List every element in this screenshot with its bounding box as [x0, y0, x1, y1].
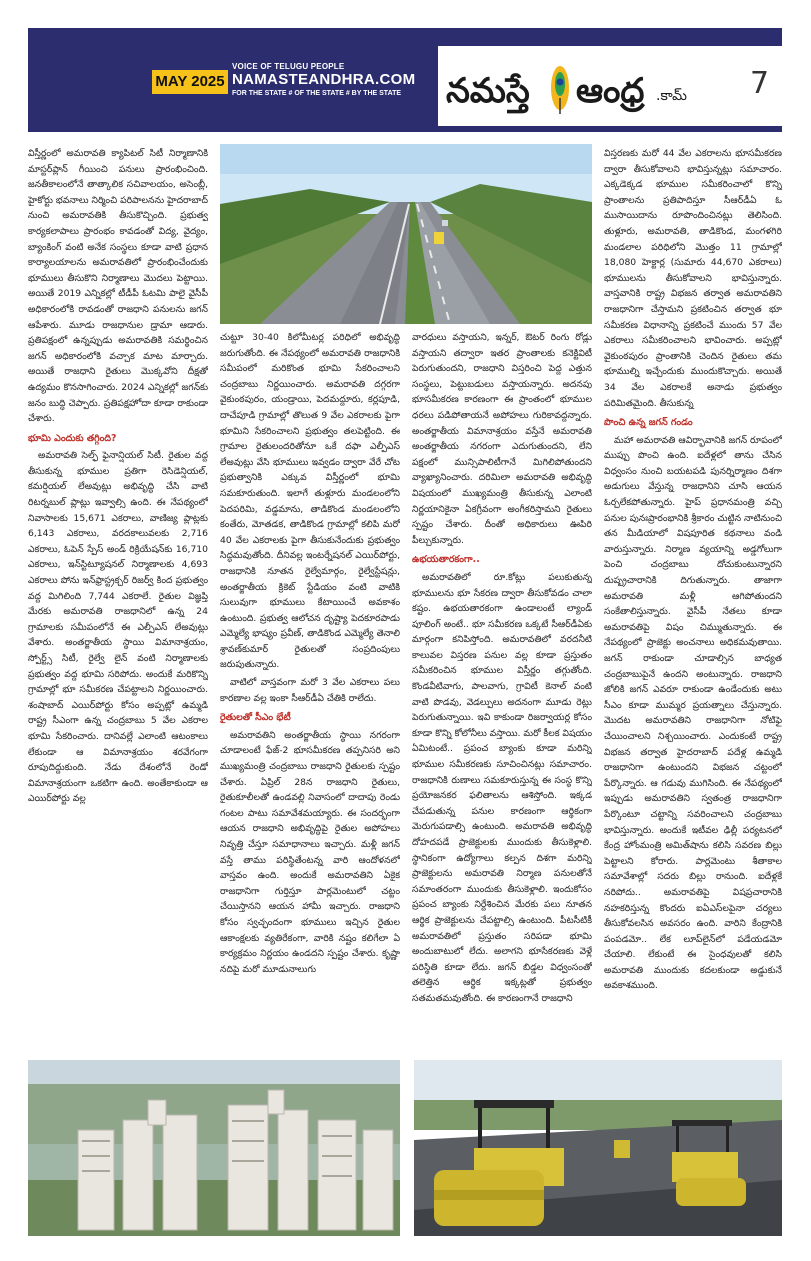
- paragraph: అమరావతిలో రూ.కోట్లు పలుకుతున్న భూములను భూ సేకరణ ద్వారా తీసుకోవడం చాలా కష్టం. ఉభయతారకంగా ఉండాలంటే ల్యాండ్ పూలింగ్ అంటే.. భూ సమీకరణ ఒక్కటే సీఆర్‌డీఏకు మార్గంగా కనిపిస్తోంది. అమరావతిలో వరదనీటి కాలువల విస్తరణ పనుల వల్ల కూడా ప్రస్తుతం సమీకరించిన భూముల విస్తీర్ణం తగ్గుతోంది. కొండవీటివాగు, పాలవాగు, గ్రావిటీ కెనాల్ వంటి వాటి పొడవు, వెడల్పులు అదనంగా మూడు రెట్లు పెరుగుతున్నాయి. ఇవి కాకుండా రిజర్వాయర్ల కోసం కూడా కొన్ని కోలోనీలు వస్తాయి. మరో కీలక విషయం ఏమిటంటే.. ప్రపంచ బ్యాంకు కూడా మరిన్ని భూముల సమీకరణకు సూచించినట్లు సమాచారం. రాజధానికి రుణాలు సమకూరుస్తున్న ఈ సంస్థ కొన్ని ప్రయోజనకర ఫలితాలను ఆశిస్తోంది. ఇక్కడ చేపడుతున్న పనుల కారణంగా ఆర్థికంగా మెరుగుపడాల్సి ఉంటుంది. అమరావతి అభివృద్ధి దోహదపడే ప్రాజెక్టులకు ముందుకు తీసుకెళ్లాలి. స్థానికంగా ఉద్యోగాలు కల్పన దిశగా మరిన్ని ప్రాజెక్టులను అమరావతి నిర్మాణ పనులతోనే సమాంతరంగా ముందుకు తీసుకెళ్లాలి. ఇందుకోసం ప్రపంచ బ్యాంకు నిర్దేశించిన మేరకు పలు నూతన ఆర్థిక ప్రాజెక్టులను చేపట్టాల్సి ఉంటుంది. పీటసీటికీ అమరావతిలో ప్రస్తుతం సరిపడా భూమి అందుబాటులో లేదు. అలాగని భూసేకరణకు వెళ్లే పరిస్థితి కూడా లేదు. జగన్ బిడ్డల విధ్వంసంతో తలెత్తిన ఆర్థిక ఇక్కట్లతో ప్రభుత్వం సతమతమవుతోంది. ఈ కారణంగానే రాజధాని: [412, 571, 592, 1004]
- logo-text-part1: నమస్తే: [446, 71, 530, 111]
- section-subhead: పొంచి ఉన్న జగన్ గండం: [604, 417, 693, 429]
- article-column-1: [28, 146, 208, 1052]
- paragraph: అమరావతిని అంతర్జాతీయ స్థాయి నగరంగా చూడాలంటే ఫేజ్-2 భూసమీకరణ తప్పనిసరి అని ముఖ్యమంత్రి చంద్రబాబు రాజధాని రైతులకు స్పష్టం చేశారు. ఏప్రిల్ 28న రాజధాని రైతులు, రైతుకూలీలతో ఉండవల్లి నివాసంలో దాదాపు రెండు గంటల పాటు సమావేశమయ్యారు. ఈ సందర్భంగా ఆయన రాజధాని అభివృద్ధిపై రైతుల అపోహలు నివృత్తి చేస్తూ సమాధానాలు ఇచ్చారు. మళ్లీ జగన్ వస్తే తాము పరిస్థితేంటన్న వారి ఆందోళనలో వాస్తవం ఉంది. అందుకే అమరావతిని ఏకైక రాజధానిగా గుర్తిస్తూ పార్లమెంటులో చట్టం చేయిస్తానని ఆయన హామీ ఇచ్చారు. రాజధాని కోసం స్వచ్ఛందంగా భూములు ఇచ్చిన రైతుల ఆకాంక్షలకు వ్యతిరేకంగా, వారికి నష్టం కలిగేలా ఏ కార్యక్రమం నిర్ణయం ఉండదని స్పష్టం చేశారు. కృష్ణా నదిపై మరో మూడునాలుగు: [220, 729, 400, 975]
- site-name: NAMASTEANDHRA.COM: [232, 71, 416, 88]
- tagline: VOICE OF TELUGU PEOPLE: [232, 62, 345, 71]
- section-subhead: భూమి ఎందుకు తగ్గింది?: [28, 432, 117, 444]
- article-column-4: [604, 146, 782, 1052]
- buildings-photo: [28, 1060, 400, 1236]
- article-column-2: [220, 330, 400, 1052]
- page-number: 7: [750, 66, 770, 101]
- paragraph: విస్తరణకు మరో 44 వేల ఎకరాలను భూసమీకరణ ద్వారా తీసుకోవాలని భావిస్తున్నట్లు సమాచారం. ఎక్కడెక్కడ భూముల సమీకరించాలో కొన్ని ప్రాంతాలను ప్రతిపాదిస్తూ సీఆర్‌డీఏ ఓ ముసాయిదాను రూపొందించినట్లు తెలిసింది. తుళ్లూరు, అమరావతి, తాడికొండ, మంగళగిరి మండలాల పరిధిలోని మొత్తం 11 గ్రామాల్లో 18,080 హెక్టార్ల (సుమారు 44,670 ఎకరాలు) భూములను తీసుకోవాలని భావిస్తున్నారు. వాస్తవానికి రాష్ట్ర విభజన తర్వాత అమరావతిని రాజధానిగా చేస్తామని ప్రకటించిన తర్వాత భూ సమీకరణ విధానాన్ని ప్రకటించే ముందు 57 వేల ఎకరాలు సమీకరించాలని భావించారు. అప్పట్లో వైకుంఠపురం ప్రాంతానికి చెందిన రైతులు తమ భూముల్ని ఇచ్చేందుకు ముందుకొచ్చారు. అయితే 34 వేల ఎకరాలకే అనాడు ప్రభుత్వం పరిమితమైంది. తీసుకున్న: [604, 148, 782, 409]
- paragraph: అమరావతి సెల్ఫ్ ఫైనాన్షియల్ సిటీ. రైతుల వద్ద తీసుకున్న భూముల ప్రతిగా రెసిడెన్షియల్, కమర్షియల్ లేఅవుట్లు అభివృద్ధి చేసి వాటి రిటర్నబుల్ ప్లాట్లు ఇవ్వాల్సి ఉంది. ఈ నేపథ్యంలో నివాసాలకు 15,671 ఎకరాలు, వాణిజ్య ప్లాట్లకు 6,143 ఎకరాలు, వరదకాలువలకు 2,716 ఎకరాలు, ఓపెన్ స్పేస్ అండ్ రిక్రియేషన్‌కు 16,710 ఎకరాలు, ఇన్‌స్టిట్యూషనల్ నిర్మాణాలకు 4,693 ఎకరాలు పోను ఇన్‌ఫ్రాస్ట్రక్చర్ రిజర్వ్ కింద ప్రభుత్వం వద్ద మిగిలింది 7,744 ఎకరాలే. రైతుల విజ్ఞప్తి మేరకు అమరావతి రాజధానిలో ఉన్న 24 గ్రామాలకు సమీపంలోనే ఈ ఎల్పీఎస్ లేఅవుట్లు వేశారు. అంతర్జాతీయ స్థాయి విమానాశ్రయం, స్పోర్ట్స్ సిటీ, రైల్వే లైన్ వంటి నిర్మాణాలకు ప్రభుత్వం వద్ద భూమి సరిపోదు. అందుకే మరికొన్ని గ్రామాల్లో భూ సమీకరణ చేపట్టాలని నిర్ణయించారు. శంషాబాద్ ఎయిర్‌పోర్టు కోసం అప్పట్లో ఉమ్మడి రాష్ట్ర సీఎంగా ఉన్న చంద్రబాబు 5 వేల ఎకరాల భూమి సేకరించారు. దానివల్లే ఎలాంటి ఆటంకాలు లేకుండా ఆ విమానాశ్రయం శరవేగంగా రూపుదిద్దుకుంది. నేడు దేశంలోనే రెండో విమానాశ్రయంగా ఒకటిగా ఉంది. అంతేకాకుండా ఆ ఎయిర్‌పోర్టు వల్ల: [28, 450, 208, 805]
- section-subhead: రైతులతో సీఎం భేటీ: [220, 712, 291, 724]
- brand-logo: [444, 58, 704, 118]
- paragraph: వారధులు వస్తాయని, ఇన్నర్, ఔటర్ రింగు రోడ్లు వస్తాయని తద్వారా ఇతర ప్రాంతాలకు కనెక్టివిటీ పెరుగుతుందని, రాజధాని విస్తరించి పెద్ద ఎత్తున సంస్థలు, పెట్టుబడులు వస్తాయన్నారు. అదనపు భూసమీకరణ కారణంగా ఈ ప్రాంతంలో భూముల ధరలు పడిపోతాయనే అపోహలు గురికావద్దన్నారు. అంతర్జాతీయ విమానాశ్రయం వస్తేనే అమరావతి అంతర్జాతీయ నగరంగా ఎదుగుతుందని, లేని పక్షంలో మున్సిపాలిటీగానే మిగిలిపోతుందని వ్యాఖ్యానించారు. దరిమిలా అమరావతి అభివృద్ధి విషయంలో ముఖ్యమంత్రి తీసుకున్న ఎలాంటి నిర్ణయానికైనా ఏకగ్రీవంగా అంగీకరిస్తామని రైతులు స్పష్టం చేశారు. దీంతో అధికారులు ఊపిరి పీల్చుకున్నారు.: [412, 332, 592, 546]
- paragraph: చుట్టూ 30-40 కిలోమీటర్ల పరిధిలో అభివృద్ధి జరుగుతోంది. ఈ నేపథ్యంలో అమరావతి రాజధానికి సమీపంలో మరికొంత భూమి సేకరించాలని చంద్రబాబు నిర్ణయించారు. అమరావతి దగ్గరగా వైకుంఠపురం, యండ్రాయి, పెదమద్దూరు, కర్లపూడి, దాచేపూడి గ్రామాల్లో తొలుత 9 వేల ఎకరాలకు పైగా భూమిని సేకరించాలని ప్రభుత్వం తలపెట్టింది. ఈ గ్రామాల రైతులందరితోనూ ఒకే దఫా ఎల్పీఎస్ లేఅవుట్లు వేసి భూములు ఇవ్వడం ద్వారా వేరే చోట ప్రభుత్వానికి ఎక్కువ విస్తీర్ణంలో భూమి సమకూరుతుంది. ఇలాగే తుళ్లూరు మండలంలోని పెదపరిమి, వడ్డమాను, తాడికొండ మండలంలోని కంతేరు, మోతడక, తాడికొండ గ్రామాల్లో కలిపి మరో 40 వేల ఎకరాలకు పైగా తీసుకునేందుకు ప్రభుత్వం సిద్ధమవుతోంది. దీనివల్ల ఇంటర్నేషనల్ ఎయిర్‌పోర్టు, రాజధానికి నూతన రైల్వేమార్గం, రైల్వేస్టేషన్లు, అంతర్జాతీయ క్రికెట్ స్టేడియం వంటి వాటికి సులువుగా భూములు కేటాయించే అవకాశం ఉంటుంది. ప్రభుత్వ ఆలోచన దృష్ట్యా పెదకూరపాడు ఎమ్మెల్యే భాష్యం ప్రవీణ్, తాడికొండ ఎమ్మెల్యే తెనాలి శ్రావణ్‌కుమార్ రైతులతో సంప్రదింపులు జరుపుతున్నారు.: [220, 332, 400, 671]
- paragraph: మహా అమరావతి ఆవిర్భావానికి జగన్ రూపంలో ముప్పు పొంచి ఉంది. ఐదేళ్లలో తాను చేసిన విధ్వంసం నుంచి బయటపడి పునర్నిర్మాణం దిశగా అడుగులు వేస్తున్న రాజధానిని చూసి ఆయన ఓర్చలేకపోతున్నారు. హైప్ ప్రధానమంత్రి వచ్చి పనుల పునఃప్రారంభానికి శ్రీకారం చుట్టిన నాటినుంచి తన మీడియాలో విషపూరిత కథనాలు వండి వారుస్తున్నారు. నిర్మాణ వ్యయాన్ని అడ్డగోలుగా పెంచి చంద్రబాబు దోచుకుంటున్నారని దుష్ప్రచారానికి దిగుతున్నారు. తాజాగా అమరావతి మళ్లీ ఆగిపోతుందని సంకేతాలిస్తున్నారు. వైసీపీ నేతలు కూడా అమరావతిపై విషం చిమ్ముతున్నారు. ఈ నేపథ్యంలో ప్రాజెక్టు అంచనాలు అధికమవుతాయి. జగన్ రాకుండా చూడాల్సిన బాధ్యత చంద్రబాబుపైనే ఉందని అంటున్నారు. రాజధాని జోలికి జగన్ ఎవరూ రాకుండా ఉండేందుకు అటు సీఎం కూడా ముమ్మర ప్రయత్నాలు చేస్తున్నారు. మొదట అమరావతిని రాజధానిగా నోటిఫై చేయించాలని నిశ్చయించారు. ఎందుకంటే రాష్ట్ర విభజన తర్వాత హైదరాబాద్ పదేళ్ల ఉమ్మడి రాజధానిగా ఉంటుందని విభజన చట్టంలో పేర్కొన్నారు. ఆ గడువు ముగిసింది. ఈ నేపథ్యంలో ఇప్పుడు అమరావతిని స్వతంత్ర రాజధానిగా పేర్కొంటూ చట్టాన్ని సవరించాలని చంద్రబాబు భావిస్తున్నారు. అందుకే ఇటీవల ఢిల్లీ పర్యటనలో కేంద్ర హోంమంత్రి అమిత్‌షాను కలిసి సవరణ బిల్లు పెట్టాలని కోరారు. పార్లమెంటు శీతాకాల సమావేశాల్లో సదరు బిల్లు రానుంది. ఐదేళ్లకే నరిపోదు.. అమరావతిపై విషప్రచారానికి నహకరిస్తున్న కొందరు ఐఏఎస్‌లపైనా చర్యలు తీసుకోవలసిన అవసరం ఉంది. వారిని కేంద్రానికి పంపడమో.. లేక లూప్‌లైన్‌లో పడేయడమో చేయాలి. లేకుంటే ఈ సైంధవులతో కలిసి అమరావతి ముందుకు కదలకుండా అడ్డుకునే అవకాశముంది.: [604, 434, 782, 992]
- logo-suffix: .కామ్: [656, 88, 687, 104]
- article-column-3: [412, 330, 592, 1052]
- paragraph: వాటిలో వాస్తవంగా మరో 3 వేల ఎకరాలు పలు కారణాల వల్ల ఇంకా సీఆర్‌డీఏ చేతికి రాలేదు.: [220, 677, 400, 704]
- paragraph: విస్తీర్ణంలో అమరావతి క్యాపిటల్ సిటీ నిర్మాణానికి మాస్టర్‌ప్లాన్ గీయించి పనులు ప్రారంభించింది. జనతీకాలంలోనే తాత్కాలిక సచివాలయం, అసెంబ్లీ, హైకోర్టు భవనాలు నిర్మించి పరిపాలనను హైదరాబాద్ నుంచి అమరావతికి తీసుకొచ్చింది. ప్రభుత్వ కార్యకలాపాలు ప్రారంభం కావడంతో విద్య, వైద్యం, బ్యాంకింగ్ వంటి అనేక సంస్థలు కూడా వాటి ప్రధాన కార్యాలయాలను అమరావతిలో ప్రారంభించేందుకు భూములు తీసుకొని నిర్మాణాలు మొదలు పెట్టాయి. అయితే 2019 ఎన్నికల్లో టీడీపీ ఓటమి పాలై వైసీపీ అధికారంలోకి రావడంతో రాజధాని పనులను జగన్ ఆపేశారు. మూడు రాజధానుల డ్రామా ఆడారు. ప్రతిపక్షంలో ఉన్నప్పుడు అమరావతికి సమర్థించిన జగన్ అధికారంలోకి వచ్చాక మాట మార్చారు. అయితే రాజధాని రైతులు మొక్కవోని దీక్షతో ఉద్యమం కొనసాగించారు. 2024 ఎన్నికల్లో జగన్‌కు జనం బుద్ధి చెప్పారు. ప్రతిపక్షహోదా కూడా రాకుండా చేశారు.: [28, 148, 208, 425]
- feather-icon: [551, 66, 569, 114]
- logo-text-part2: ఆంధ్ర: [576, 71, 645, 111]
- highway-photo: [220, 144, 592, 324]
- issue-date: MAY 2025: [152, 70, 228, 94]
- masthead-stripe: [28, 126, 782, 132]
- section-subhead: ఉభయతారకంగా..: [412, 554, 480, 566]
- site-subline: FOR THE STATE # OF THE STATE # BY THE STATE: [232, 90, 402, 97]
- road-roller-photo: [414, 1060, 782, 1236]
